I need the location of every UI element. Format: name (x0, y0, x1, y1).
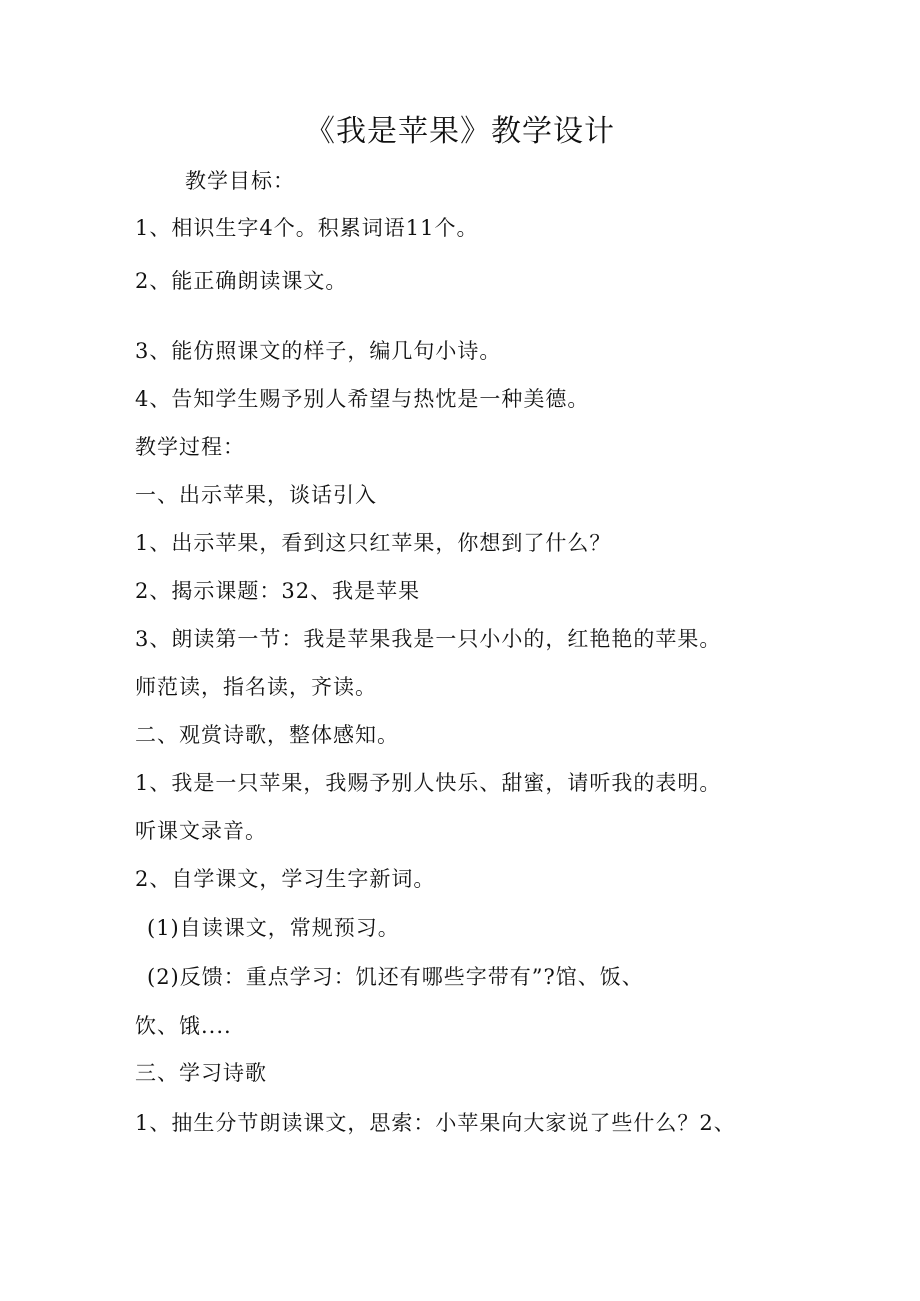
goal-item-1: 1、相识生字4个。积累词语11个。 (135, 216, 479, 240)
paragraph-line: 1、抽生分节朗读课文，思索：小苹果向大家说了些什么？2、 (135, 1111, 736, 1135)
section-heading-goals: 教学目标： (185, 169, 295, 193)
sub-item-1: (1)自读课文，常规预习。 (147, 916, 400, 940)
section-heading-process: 教学过程： (135, 435, 245, 459)
goal-item-4: 4、告知学生赐予别人希望与热忱是一种美德。 (135, 387, 590, 411)
paragraph-line: 2、自学课文，学习生字新词。 (135, 867, 436, 891)
process-step-2-heading: 二、观赏诗歌，整体感知。 (135, 723, 399, 747)
document-title: 《我是苹果》教学设计 (305, 114, 615, 149)
process-step-1-heading: 一、出示苹果，谈话引入 (135, 483, 377, 507)
paragraph-line: 3、朗读第一节：我是苹果我是一只小小的，红艳艳的苹果。 (135, 627, 722, 651)
paragraph-line: 饮、饿.... (135, 1014, 232, 1038)
paragraph-line: 1、我是一只苹果，我赐予别人快乐、甜蜜，请听我的表明。 (135, 771, 722, 795)
paragraph-line: 听课文录音。 (135, 819, 267, 843)
paragraph-line: 2、揭示课题：32、我是苹果 (135, 579, 421, 603)
goal-item-2: 2、能正确朗读课文。 (135, 269, 348, 293)
paragraph-line: 师范读，指名读，齐读。 (135, 675, 377, 699)
paragraph-line: 1、出示苹果，看到这只红苹果，你想到了什么？ (135, 531, 612, 555)
goal-item-3: 3、能仿照课文的样子，编几句小诗。 (135, 339, 502, 363)
sub-item-2: (2)反馈：重点学习：饥还有哪些字带有”?馆、饭、 (147, 965, 644, 989)
process-step-3-heading: 三、学习诗歌 (135, 1061, 267, 1085)
